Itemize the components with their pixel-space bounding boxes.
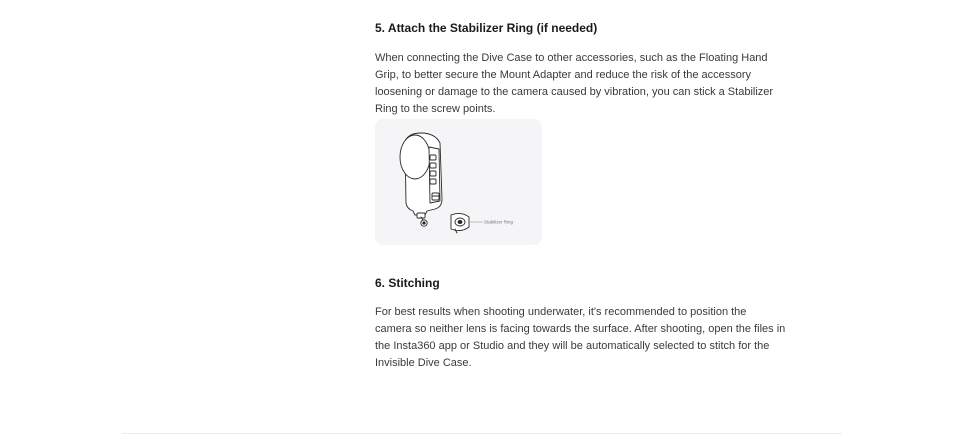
section-5-paragraph [375,50,815,118]
section-5-line-1: When connecting the Dive Case to other accessories, such as the Floating Hand [375,52,768,64]
section-6-line-1: For best results when shooting underwater, it's recommended to position the [375,306,747,318]
section-6-paragraph [375,304,815,372]
footer-divider [122,433,842,434]
stabilizer-ring-label: Stabilizer Ring [484,219,514,225]
section-6-line-4: Invisible Dive Case. [375,357,472,369]
section-5-line-2: Grip, to better secure the Mount Adapter and reduce the risk of the accessory [375,69,752,81]
section-5-title: 5. Attach the Stabilizer Ring (if needed) [375,21,598,35]
section-5-line-4: Ring to the screw points. [375,103,496,115]
dive-case-drawing [375,119,542,245]
lens-dome [400,135,430,179]
section-6-title: 6. Stitching [375,276,440,290]
section-5-line-3: loosening or damage to the camera caused by vibration, you can stick a Stabilizer [375,86,774,98]
stabilizer-ring-illustration [375,119,542,245]
section-6-line-2: camera so neither lens is facing towards the surface. After shooting, open the files in [375,323,786,335]
section-6-line-3: the Insta360 app or Studio and they will be automatically selected to stitch for the [375,340,770,352]
